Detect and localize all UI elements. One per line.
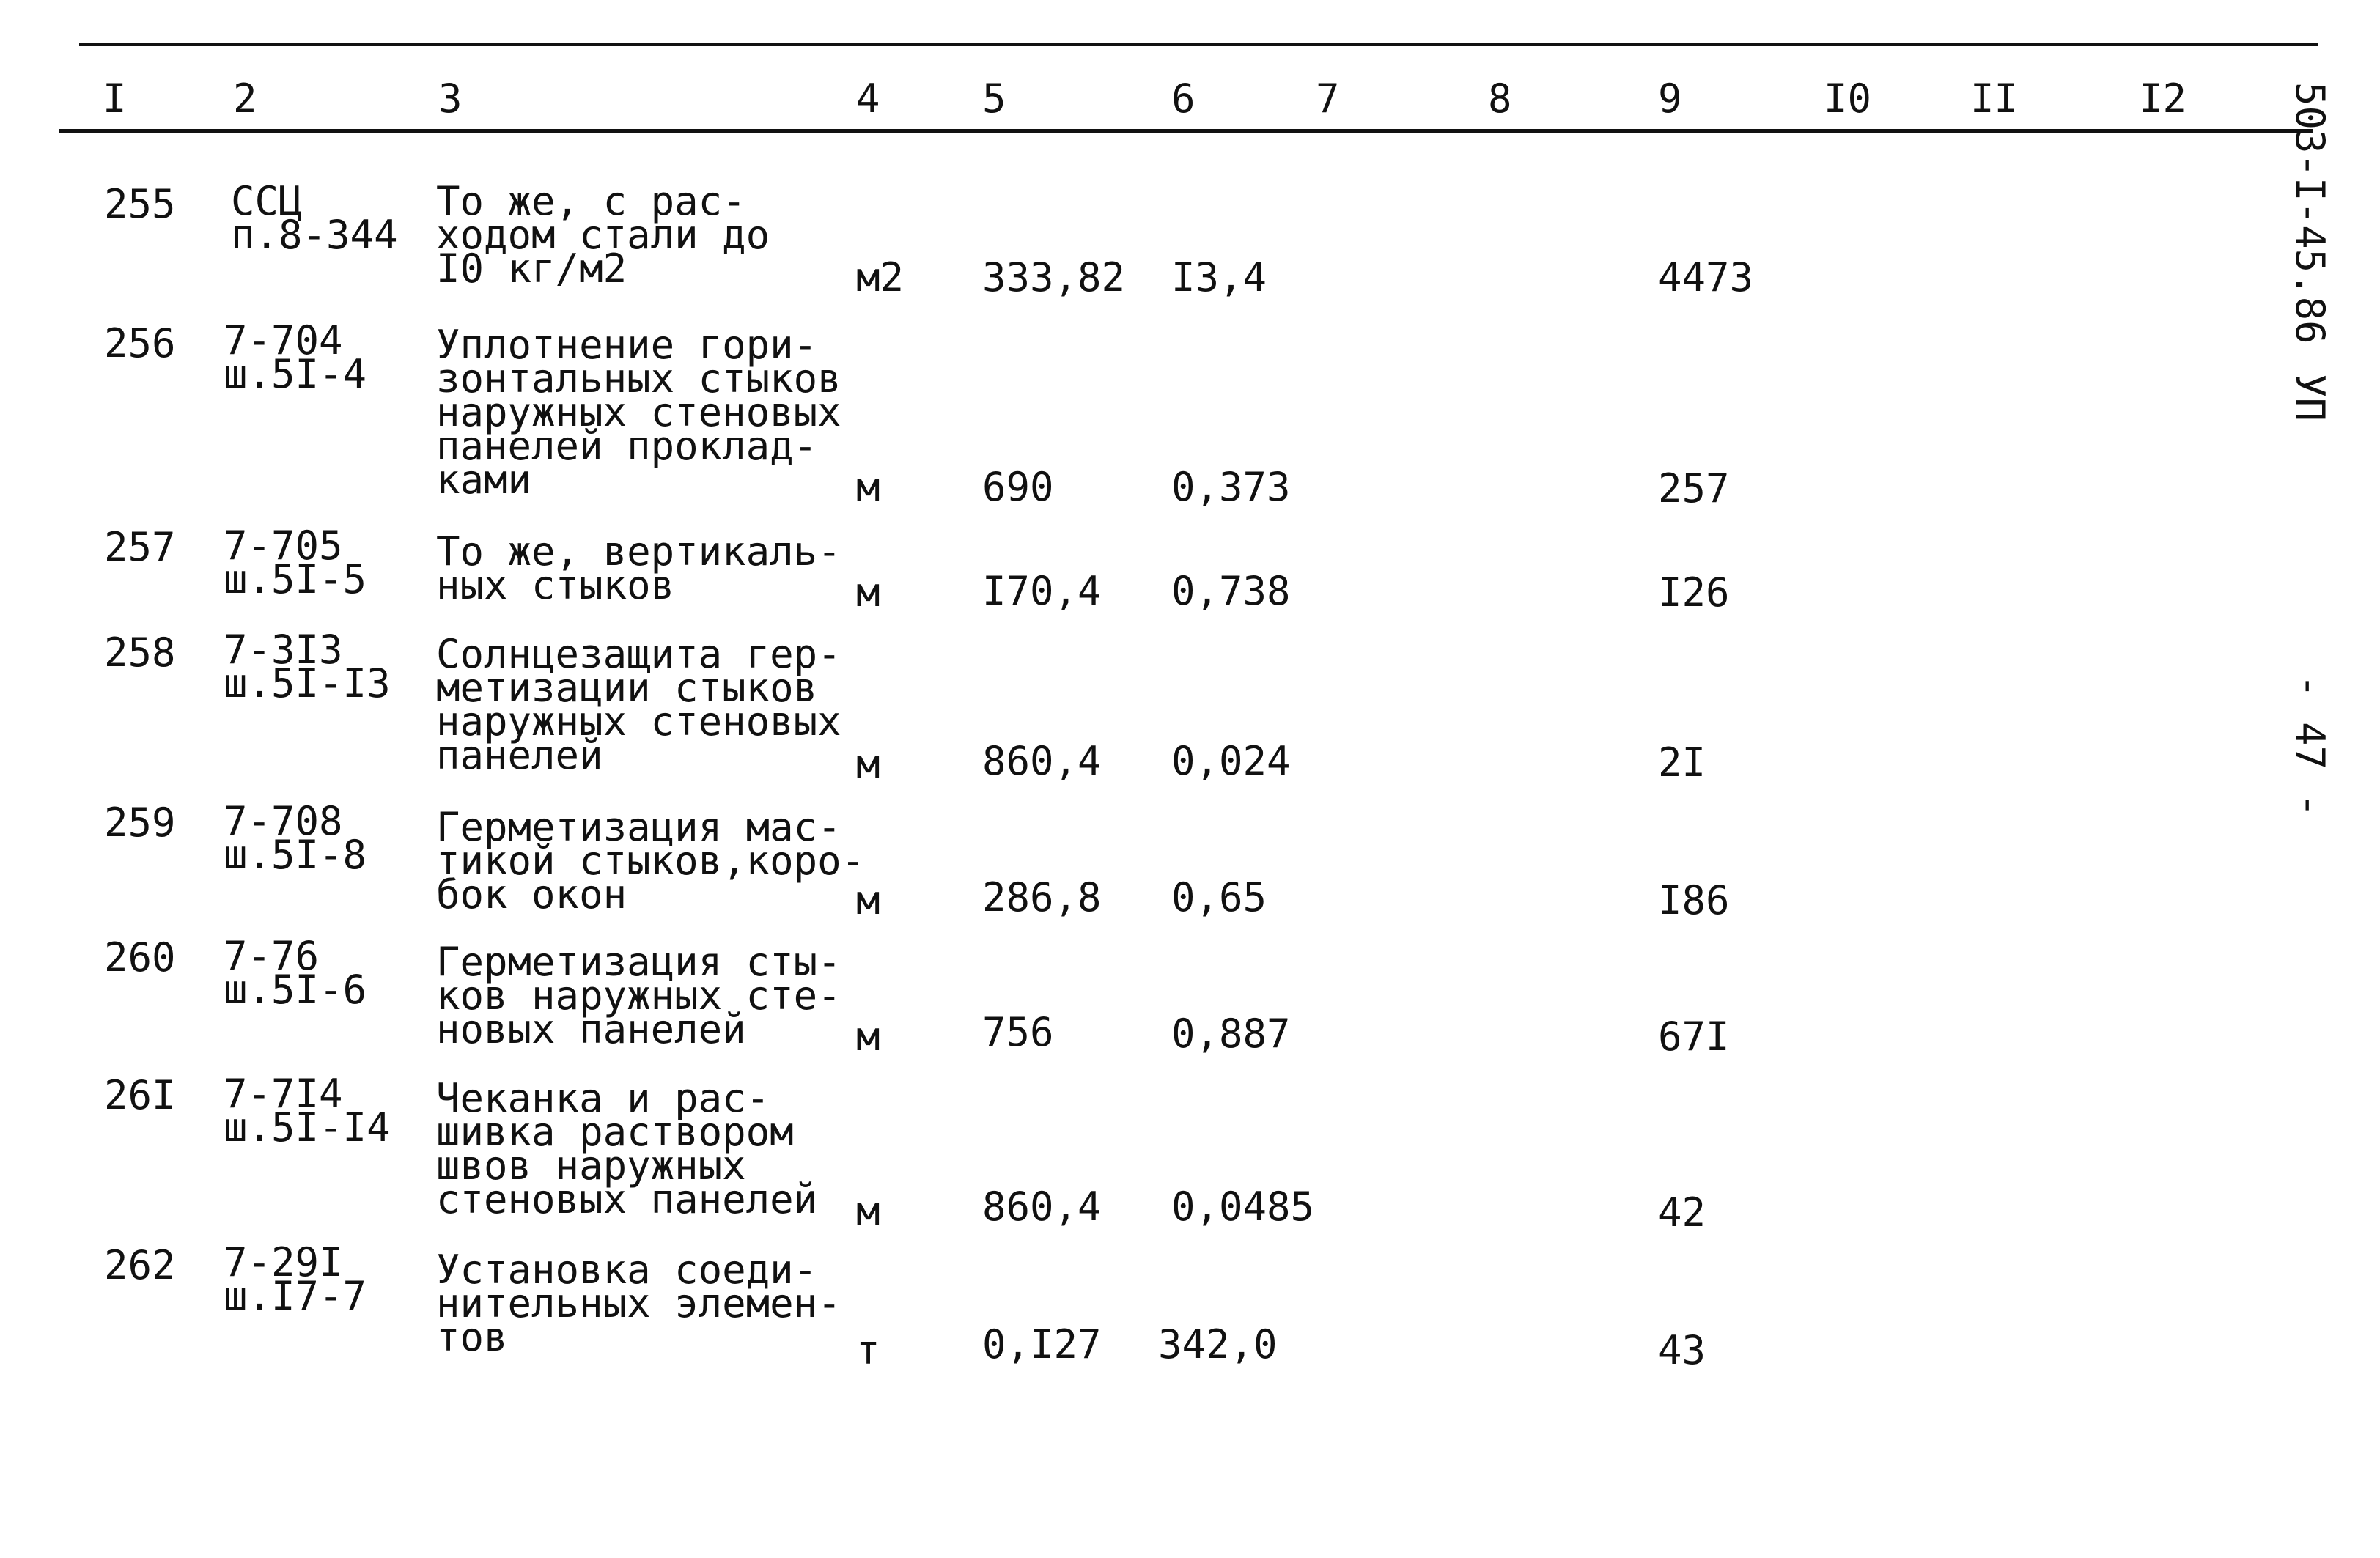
unit: м xyxy=(856,1014,880,1060)
unit-price: 0,0485 xyxy=(1171,1184,1315,1230)
quantity: 756 xyxy=(982,1009,1054,1055)
total-cost: I26 xyxy=(1658,569,1730,616)
header-col-1: I xyxy=(103,75,127,122)
header-col-4: 4 xyxy=(856,75,880,122)
quantity: 690 xyxy=(982,464,1054,510)
work-description: Уплотнение гори- зонтальных стыков наружных стеновых панелей проклад- ками xyxy=(436,322,841,503)
row-number: 258 xyxy=(104,630,176,676)
row-number: 26I xyxy=(104,1072,176,1118)
unit: м xyxy=(856,741,880,787)
total-cost: 67I xyxy=(1658,1014,1730,1060)
work-description: Установка соеди- нительных элемен- тов xyxy=(436,1247,841,1360)
unit-price: I3,4 xyxy=(1171,254,1267,300)
row-number: 257 xyxy=(104,524,176,570)
rate-code: 7-704 ш.5I-4 xyxy=(224,317,367,397)
total-cost: 42 xyxy=(1658,1189,1706,1236)
header-col-7: 7 xyxy=(1316,75,1340,122)
header-col-12: I2 xyxy=(2139,75,2187,122)
unit: м xyxy=(856,569,880,616)
work-description: Герметизация мас- тикой стыков,коро- бок окон xyxy=(436,804,866,918)
unit: м xyxy=(856,877,880,923)
header-col-9: 9 xyxy=(1658,75,1682,122)
page-number: - 47 - xyxy=(2287,674,2333,818)
total-cost: 43 xyxy=(1658,1327,1706,1373)
doc-code: 503-I-45.86 xyxy=(2287,82,2333,344)
header-col-3: 3 xyxy=(438,75,463,122)
unit: м xyxy=(856,464,880,510)
unit-price: 342,0 xyxy=(1158,1321,1278,1367)
quantity: 286,8 xyxy=(982,874,1102,920)
unit: м xyxy=(856,1188,880,1234)
rate-code: ССЦ п.8-344 xyxy=(231,178,398,258)
quantity: 860,4 xyxy=(982,1184,1102,1230)
unit-price: 0,738 xyxy=(1171,568,1291,614)
header-rule xyxy=(59,129,2313,133)
rate-code: 7-3I3 ш.5I-I3 xyxy=(224,627,391,706)
header-col-11: II xyxy=(1970,75,2019,122)
unit-price: 0,373 xyxy=(1171,464,1291,510)
unit: т xyxy=(856,1327,880,1373)
header-col-5: 5 xyxy=(982,75,1006,122)
row-number: 259 xyxy=(104,800,176,846)
unit-price: 0,65 xyxy=(1171,874,1267,920)
total-cost: I86 xyxy=(1658,877,1730,923)
row-number: 255 xyxy=(104,181,176,227)
rate-code: 7-76 ш.5I-6 xyxy=(224,933,367,1013)
work-description: Чеканка и рас- шивка раствором швов наружных стеновых панелей xyxy=(436,1075,818,1222)
rate-code: 7-7I4 ш.5I-I4 xyxy=(224,1071,391,1151)
header-col-10: I0 xyxy=(1824,75,1872,122)
rate-code: 7-29I ш.I7-7 xyxy=(224,1239,367,1319)
unit-price: 0,024 xyxy=(1171,738,1291,784)
header-col-2: 2 xyxy=(233,75,257,122)
album-label: УП xyxy=(2287,374,2333,422)
header-col-6: 6 xyxy=(1171,75,1195,122)
unit-price: 0,887 xyxy=(1171,1011,1291,1057)
work-description: То же, с рас- ходом стали до I0 кг/м2 xyxy=(436,178,770,292)
row-number: 256 xyxy=(104,320,176,366)
header-col-8: 8 xyxy=(1488,75,1512,122)
work-description: Герметизация сты- ков наружных сте- новых панелей xyxy=(436,939,841,1052)
total-cost: 4473 xyxy=(1658,254,1754,300)
quantity: I70,4 xyxy=(982,568,1102,614)
rate-code: 7-708 ш.5I-8 xyxy=(224,798,367,878)
rate-code: 7-705 ш.5I-5 xyxy=(224,523,367,602)
unit: м2 xyxy=(856,254,905,300)
work-description: То же, вертикаль- ных стыков xyxy=(436,528,841,608)
quantity: 0,I27 xyxy=(982,1321,1102,1367)
total-cost: 257 xyxy=(1658,465,1730,512)
row-number: 262 xyxy=(104,1242,176,1288)
quantity: 333,82 xyxy=(982,254,1126,300)
row-number: 260 xyxy=(104,934,176,981)
total-cost: 2I xyxy=(1658,739,1706,786)
quantity: 860,4 xyxy=(982,738,1102,784)
work-description: Солнцезащита гер- метизации стыков наружных стеновых панелей xyxy=(436,631,841,778)
top-rule xyxy=(79,43,2318,46)
